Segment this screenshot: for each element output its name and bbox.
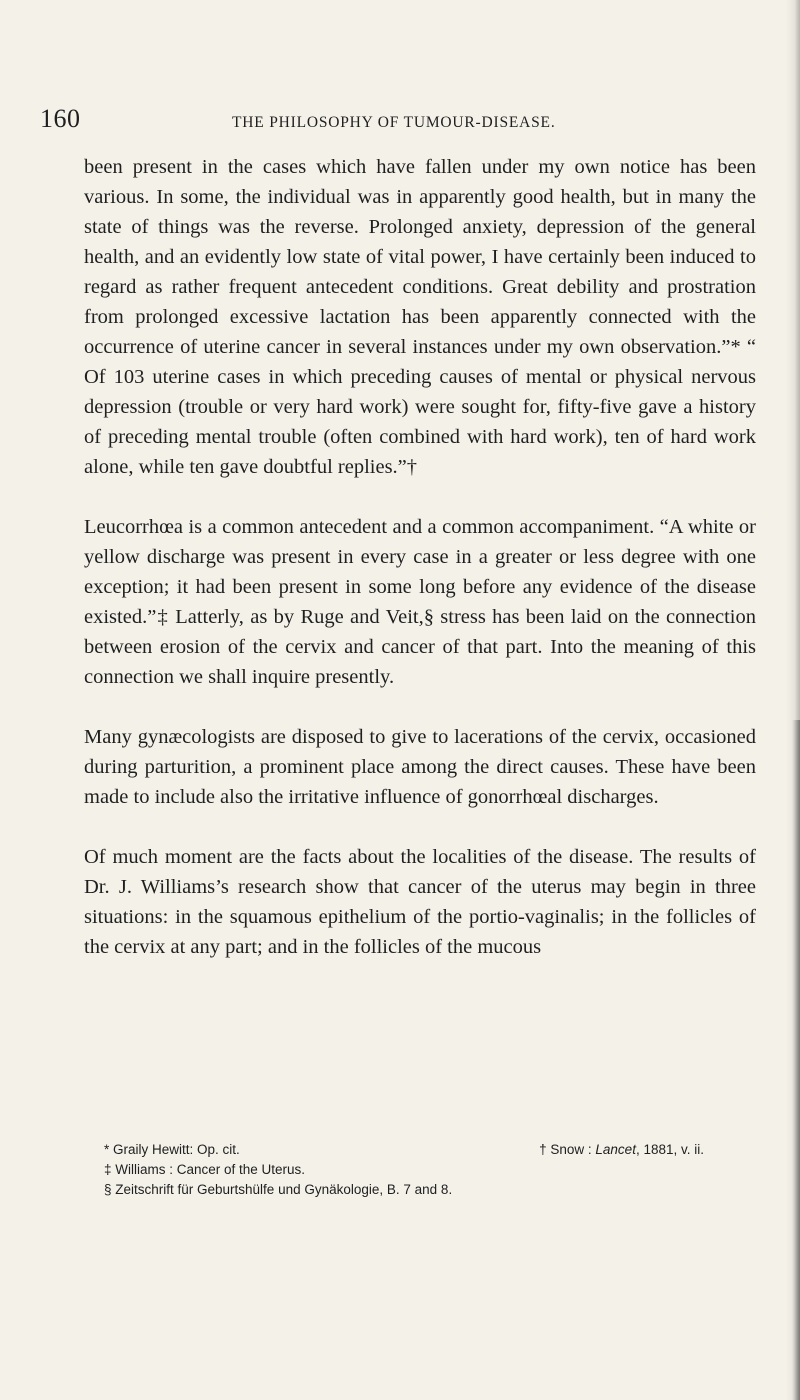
footnote-row-1 (104, 1140, 754, 1160)
page-number: 160 (40, 104, 81, 133)
paragraph-2: Leucorrhœa is a common antecedent and a common accompaniment. “A white or yellow discharge was present in every case in a greater or less degree with one exception; it had been present in some long before any evidence of the disease existed.”‡ Latterly, as by Ruge and Veit,§ stress has been laid on the connection between erosion of the cervix and cancer of that part. Into the meaning of this connection we shall inquire presently. (84, 516, 756, 688)
footnotes (104, 1140, 754, 1200)
footnote-double-dagger: ‡ Williams : Cancer of the Uterus. (104, 1162, 306, 1177)
footnote-star: * Graily Hewitt: Op. cit. (104, 1142, 240, 1157)
page-edge-dark (792, 720, 800, 1400)
paragraph-3: Many gynæcologists are disposed to give to lacerations of the cervix, occasioned during parturition, a prominent place among the direct causes. These have been made to include also the irritative influence of gonorrhœal discharges. (84, 726, 756, 808)
paragraph-4: Of much moment are the facts about the localities of the disease. The results of Dr. J. Williams’s research show that cancer of the uterus may begin in three situations: in the squamous epithelium of the portio-vaginalis; in the follicles of the cervix at any part; and in the follicles of the mucous (84, 846, 756, 958)
footnote-dagger-journal: Lancet (595, 1142, 636, 1157)
footnote-section: § Zeitschrift für Geburtshülfe und Gynäkologie, B. 7 and 8. (104, 1182, 453, 1197)
footnote-dagger (539, 1140, 754, 1160)
footnote-dagger-suffix: , 1881, v. ii. (635, 1142, 704, 1157)
paragraph-1: been present in the cases which have fallen under my own notice has been various. In some, the individual was in apparently good health, but in many the state of things was the reverse. Prolonged anxiety, depression of the general health, and an evidently low state of vital power, I have certainly been induced to regard as rather frequent antecedent conditions. Great debility and prostration from prolonged excessive lactation has been apparently connected with the occurrence of uterine cancer in several instances under my own observation.”* “ Of 103 uterine cases in which preceding causes of mental or physical nervous depression (trouble or very hard work) were sought for, fifty-five gave a history of preceding mental trouble (often combined with hard work), ten of hard work alone, while ten gave doubtful replies.”† (84, 156, 756, 478)
footnote-dagger-prefix: † Snow : (539, 1142, 596, 1157)
body-text (84, 152, 756, 992)
running-head: THE PHILOSOPHY OF TUMOUR-DISEASE. (232, 114, 556, 131)
